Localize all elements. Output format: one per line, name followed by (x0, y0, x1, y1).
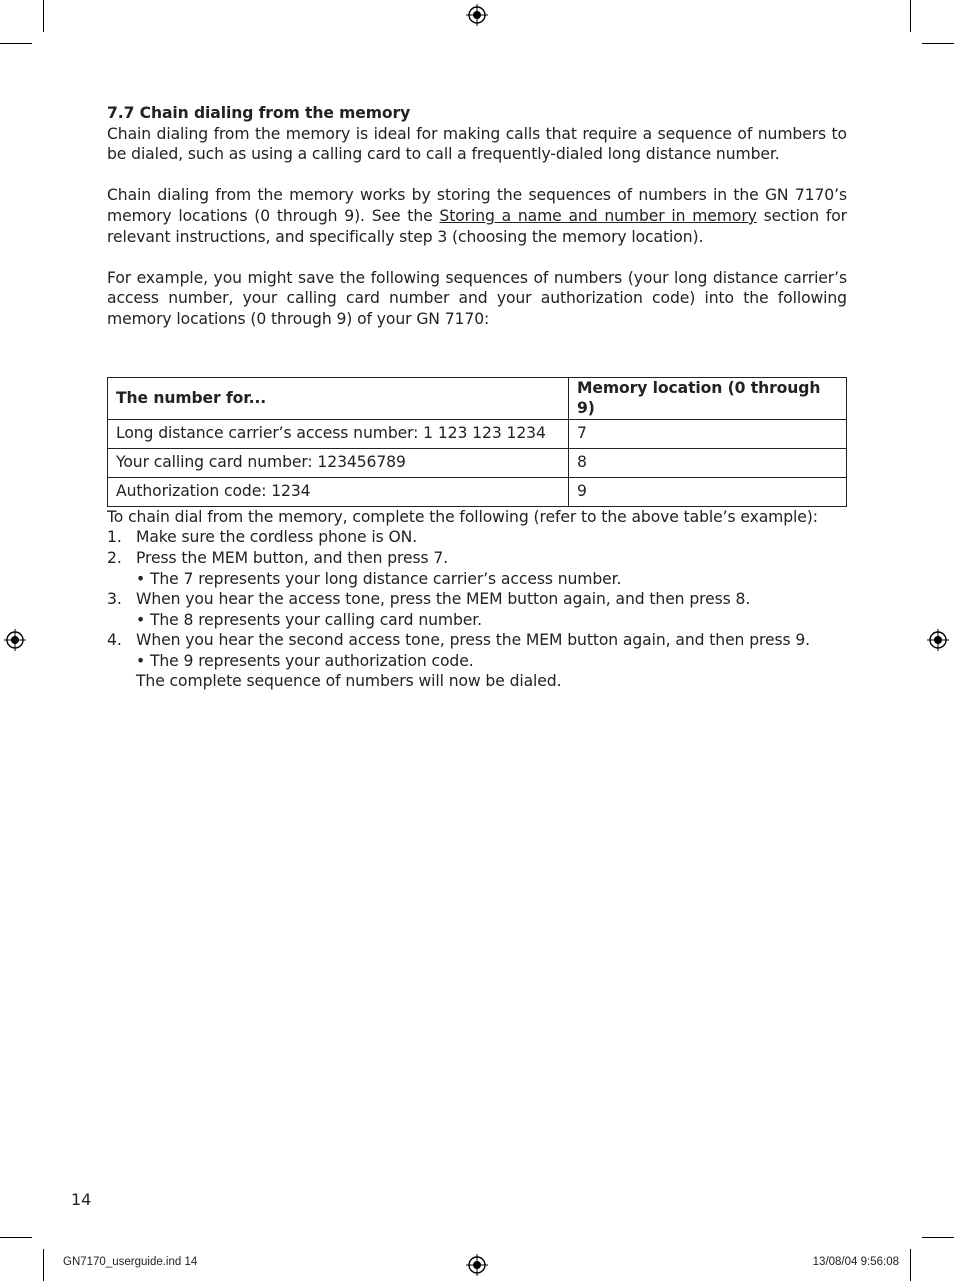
file-slug: GN7170_userguide.ind 14 (63, 1256, 198, 1268)
table-row (108, 477, 847, 506)
steps-list (107, 527, 847, 692)
table-cell: 8 (569, 448, 847, 477)
step-text: Press the MEM button, and then press 7. (136, 548, 449, 567)
step-note: The complete sequence of numbers will now be dialed. (136, 672, 562, 691)
step-text: When you hear the second access tone, press the MEM button again, and then press 9. (136, 631, 811, 650)
column-header-memory-location: Memory location (0 through 9) (569, 377, 847, 419)
step-text: When you hear the access tone, press the MEM button again, and then press 8. (136, 590, 751, 609)
page-content (107, 103, 847, 692)
crop-mark (922, 43, 954, 44)
table-header-row (108, 377, 847, 419)
step-number: 3. (107, 590, 122, 609)
table-cell: Long distance carrier’s access number: 1 123 123 1234 (108, 419, 569, 448)
registration-mark-icon (927, 629, 949, 651)
page-number: 14 (71, 1190, 92, 1209)
storing-name-number-link[interactable]: Storing a name and number in memory (439, 206, 757, 225)
table-cell: Your calling card number: 123456789 (108, 448, 569, 477)
memory-location-table (107, 377, 847, 507)
step-text: Make sure the cordless phone is ON. (136, 528, 418, 547)
date-slug: 13/08/04 9:56:08 (812, 1256, 899, 1268)
step-note: • The 9 represents your authorization code. (136, 651, 474, 670)
list-item (107, 527, 847, 548)
intro-paragraph: Chain dialing from the memory is ideal for making calls that require a sequence of numbers to be dialed, such as using a calling card to call a frequently-dialed long distance number. (107, 124, 847, 164)
column-header-number-for: The number for... (108, 377, 569, 419)
step-number: 4. (107, 631, 122, 650)
crop-mark (922, 1237, 954, 1238)
step-number: 2. (107, 548, 122, 567)
table-cell: 7 (569, 419, 847, 448)
example-paragraph: For example, you might save the following sequences of numbers (your long distance carrier’s access number, your calling card number and your authorization code) into the following memory locations (0 through 9) of your GN 7170: (107, 268, 847, 328)
registration-mark-icon (4, 629, 26, 651)
storage-text-after: section for relevant instructions, and specifically step 3 (choosing the memory location). (107, 206, 847, 246)
table-cell: 9 (569, 477, 847, 506)
list-item (107, 548, 847, 589)
table-row (108, 419, 847, 448)
registration-mark-icon (466, 1254, 488, 1276)
list-item (107, 589, 847, 630)
section-heading: 7.7 Chain dialing from the memory (107, 104, 411, 122)
registration-mark-icon (466, 4, 488, 26)
list-item (107, 630, 847, 692)
storage-text-before: Chain dialing from the memory works by storing the sequences of numbers in the GN 7170’s memory locations (0 through 9). See the (107, 186, 847, 225)
crop-mark (43, 0, 44, 32)
table-cell: Authorization code: 1234 (108, 477, 569, 506)
crop-mark (910, 1249, 911, 1281)
storage-paragraph (107, 185, 847, 247)
step-note: • The 8 represents your calling card number. (136, 610, 483, 629)
crop-mark (910, 0, 911, 32)
crop-mark (0, 1237, 32, 1238)
crop-mark (43, 1249, 44, 1281)
crop-mark (0, 43, 32, 44)
step-number: 1. (107, 528, 122, 547)
step-note: • The 7 represents your long distance carrier’s access number. (136, 569, 622, 588)
table-row (108, 448, 847, 477)
instructions-intro: To chain dial from the memory, complete the following (refer to the above table’s example): (107, 507, 818, 526)
